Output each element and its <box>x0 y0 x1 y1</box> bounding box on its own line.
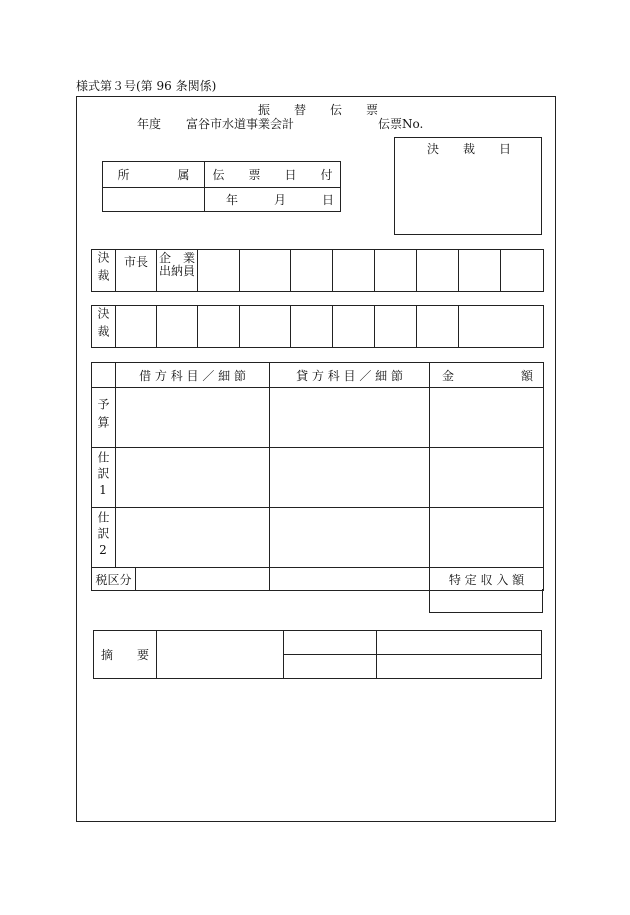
mayor-cell: 市長 <box>116 250 157 292</box>
approval-stamp-cell[interactable] <box>417 306 459 348</box>
affiliation-date-table <box>102 161 341 212</box>
summary-sub-cell[interactable] <box>377 631 542 655</box>
entry1-amount-cell[interactable] <box>430 448 544 508</box>
approval-label-1: 決裁 <box>92 250 116 292</box>
entry2-debit-cell[interactable] <box>116 508 270 568</box>
summary-sub-cell[interactable] <box>377 655 542 679</box>
treasurer-cell: 企 業 出納員 <box>157 250 198 292</box>
approval-stamp-cell[interactable] <box>198 306 240 348</box>
voucher-date-header: 伝 票 日 付 <box>205 162 341 188</box>
voucher-date-cell[interactable]: 年 月 日 <box>205 188 341 212</box>
budget-amount-cell[interactable] <box>430 388 544 448</box>
entry1-label: 仕訳1 <box>92 448 116 508</box>
special-income-header: 特 定 収 入 額 <box>430 568 544 591</box>
tax-debit-cell[interactable] <box>136 568 270 591</box>
approval-stamp-cell[interactable] <box>198 250 240 292</box>
affiliation-cell[interactable] <box>103 188 205 212</box>
debit-header: 借 方 科 目 ／ 細 節 <box>116 363 270 388</box>
approval-stamp-cell[interactable] <box>375 306 417 348</box>
approval-label-2: 決裁 <box>92 306 116 348</box>
budget-credit-cell[interactable] <box>270 388 430 448</box>
approval-stamp-cell[interactable] <box>501 250 544 292</box>
approval-stamp-cell[interactable] <box>333 250 375 292</box>
approval-stamp-cell[interactable] <box>116 306 157 348</box>
affiliation-header: 所 属 <box>103 162 205 188</box>
summary-label: 摘 要 <box>94 631 157 679</box>
entry2-credit-cell[interactable] <box>270 508 430 568</box>
tax-label: 税区分 <box>92 568 136 591</box>
form-title: 振 替 伝 票 <box>258 103 379 117</box>
fiscal-year-label: 年度 <box>137 117 162 131</box>
approval-stamp-cell[interactable] <box>291 250 333 292</box>
tax-credit-cell[interactable] <box>270 568 430 591</box>
special-income-cell[interactable] <box>429 589 543 613</box>
approval-table-2 <box>91 305 544 348</box>
entry2-label: 仕訳2 <box>92 508 116 568</box>
approval-stamp-cell[interactable] <box>333 306 375 348</box>
approval-stamp-cell[interactable] <box>240 250 291 292</box>
voucher-no-label: 伝票No. <box>378 117 424 131</box>
approval-stamp-cell[interactable] <box>417 250 459 292</box>
budget-debit-cell[interactable] <box>116 388 270 448</box>
approval-date-label: 決 裁 日 <box>427 142 512 156</box>
approval-stamp-cell[interactable] <box>459 250 501 292</box>
form-number: 様式第３号(第 96 条関係) <box>76 79 217 93</box>
approval-table-1 <box>91 249 544 292</box>
amount-left-label: 金 <box>442 368 455 383</box>
budget-label: 予算 <box>92 388 116 448</box>
approval-stamp-cell[interactable] <box>291 306 333 348</box>
approval-stamp-cell[interactable] <box>240 306 291 348</box>
entry1-credit-cell[interactable] <box>270 448 430 508</box>
entry2-amount-cell[interactable] <box>430 508 544 568</box>
approval-stamp-cell[interactable] <box>459 306 544 348</box>
approval-stamp-cell[interactable] <box>157 306 198 348</box>
journal-corner <box>92 363 116 388</box>
summary-table <box>93 630 542 679</box>
summary-sub-cell[interactable] <box>284 655 377 679</box>
entry1-debit-cell[interactable] <box>116 448 270 508</box>
amount-right-label: 額 <box>521 368 534 383</box>
credit-header: 貸 方 科 目 ／ 細 節 <box>270 363 430 388</box>
approval-stamp-cell[interactable] <box>375 250 417 292</box>
journal-table <box>91 362 544 591</box>
summary-cell[interactable] <box>157 631 284 679</box>
summary-sub-cell[interactable] <box>284 631 377 655</box>
amount-header <box>430 363 544 388</box>
account-name: 富谷市水道事業会計 <box>186 117 295 131</box>
